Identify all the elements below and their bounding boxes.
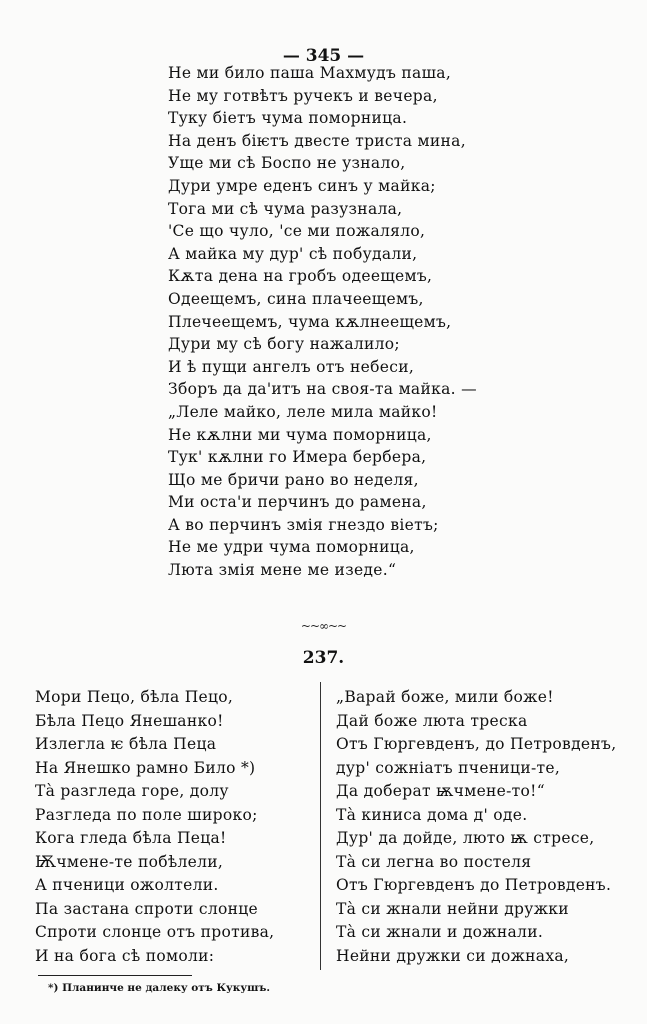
- poem-line: Отъ Гюргевденъ, до Петровденъ,: [336, 735, 617, 753]
- poem-line: Одеещемъ, сина плачеещемъ,: [168, 289, 424, 308]
- poem-line: Зборъ да да'итъ на своя-та майка. —: [168, 380, 477, 399]
- poem-line: Спроти слонце отъ противa,: [35, 923, 275, 941]
- poem-line: Кога гледа бѣла Пеца!: [35, 829, 227, 847]
- poem-line: Да доберат ѭчмене-то!“: [336, 782, 545, 800]
- poem-line: Уще ми сѣ Боспо не узнало,: [168, 154, 406, 173]
- poem-line: Тà си жнали нейни дружки: [336, 899, 569, 918]
- poem-line: И на бога сѣ помоли:: [35, 946, 215, 965]
- song-number: 237.: [302, 648, 345, 668]
- poem-line: Па застана спроти слонце: [35, 899, 259, 918]
- poem-line: Дури му сѣ богу нажалило;: [168, 335, 400, 354]
- poem-line: Тà киниса дома д' оде.: [336, 805, 528, 824]
- footnote-rule: [38, 975, 192, 976]
- poem-line: Туку біетъ чума поморница.: [168, 109, 408, 128]
- poem-line: Тога ми сѣ чума разузнала,: [168, 199, 403, 218]
- poem-line: Люта змія мене ме изеде.“: [168, 561, 397, 580]
- section-ornament: ~~∞~~: [300, 619, 347, 633]
- poem-line: Не ми било паша Махмудъ паша,: [168, 64, 452, 82]
- footnote: *) Планинче не далеку отъ Кукушъ.: [48, 982, 271, 994]
- right-column-poem: [336, 686, 616, 968]
- page-number: — 345 —: [282, 46, 365, 66]
- column-divider: [320, 682, 321, 970]
- poem-line: На Янешко рамно Било *): [35, 758, 256, 777]
- poem-line: Нейни дружки си дожнаха,: [336, 946, 570, 965]
- poem-line: А майка му дур' сѣ побудали,: [168, 244, 418, 263]
- poem-line: Отъ Гюргевденъ до Петровденъ.: [336, 876, 612, 894]
- poem-line: А во перчинъ змія гнездо віетъ;: [168, 515, 439, 534]
- poem-line: Дай боже люта треска: [336, 711, 528, 730]
- poem-line: Ми оста'и перчинъ до рамена,: [168, 493, 427, 512]
- top-poem: [168, 62, 477, 582]
- poem-line: И ѣ пущи ангелъ отъ небеси,: [168, 357, 415, 376]
- poem-line: „Варай боже, мили боже!: [336, 688, 554, 706]
- poem-line: дур' сожніатъ пченици-те,: [336, 758, 561, 777]
- poem-line: Тà разгледа горе, долу: [35, 782, 229, 800]
- poem-line: А пченици ожолтели.: [35, 876, 219, 894]
- poem-line: Не ме удри чума поморница,: [168, 538, 415, 557]
- poem-line: Що ме бричи рано во неделя,: [168, 470, 419, 489]
- left-column-poem: [35, 686, 274, 968]
- poem-line: На денъ біѥтъ двесте триста мина,: [168, 131, 466, 150]
- poem-line: Не кѫлни ми чума поморница,: [168, 425, 432, 444]
- poem-line: Бѣла Пецо Янешанко!: [35, 711, 224, 730]
- poem-line: Тà си жнали и дожнали.: [336, 923, 544, 941]
- poem-line: Разгледа по поле широко;: [35, 805, 258, 824]
- poem-line: Не му готвѣтъ ручекъ и вечера,: [168, 86, 438, 105]
- poem-line: Тà си легна во постеля: [336, 852, 532, 871]
- poem-line: Дури умре еденъ синъ у майка;: [168, 176, 436, 195]
- poem-line: „Леле майко, леле мила майко!: [168, 402, 438, 421]
- poem-line: 'Се що чуло, 'се ми пожаляло,: [168, 222, 426, 241]
- poem-line: Кѫта дена на гробъ одеещемъ,: [168, 267, 433, 286]
- poem-line: Мори Пецо, бѣла Пецо,: [35, 688, 234, 706]
- poem-line: Плечеещемъ, чума кѫлнеещемъ,: [168, 312, 452, 331]
- poem-line: Тук' кѫлни го Имера бербера,: [168, 448, 427, 467]
- poem-line: Дур' да дойде, люто ѭ стресе,: [336, 829, 595, 847]
- poem-line: Ѭчмене-те побѣлели,: [35, 852, 224, 871]
- poem-line: Излегла ѥ бѣла Пеца: [35, 735, 217, 753]
